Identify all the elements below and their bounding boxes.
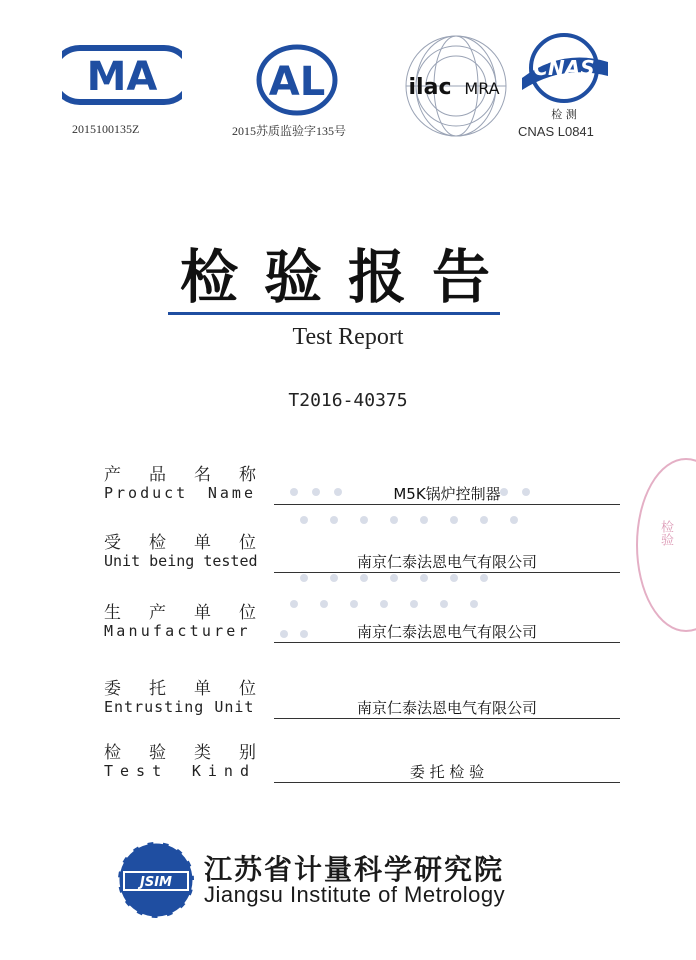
cnas-logo-subtext: 检 测 bbox=[551, 108, 577, 121]
label-en: Test Kind bbox=[104, 762, 256, 780]
field-manufacturer bbox=[104, 598, 624, 658]
org-name-cn: 江苏省计量科学研究院 bbox=[204, 853, 505, 886]
label-cn: 受 检 单 位 bbox=[104, 533, 256, 553]
underline bbox=[274, 718, 620, 719]
cma-logo bbox=[62, 40, 182, 110]
label-en: Unit being tested bbox=[104, 552, 258, 570]
field-value: 委 托 检 验 bbox=[409, 763, 485, 781]
jsim-logo-text: JSIM bbox=[140, 875, 172, 890]
jsim-logo bbox=[114, 838, 198, 922]
cal-logo bbox=[254, 42, 340, 118]
label-cn: 委 托 单 位 bbox=[104, 679, 256, 699]
cnas-logo bbox=[512, 30, 612, 122]
cma-logo-text: MA bbox=[86, 54, 158, 100]
mra-logo-text: MRA bbox=[464, 79, 500, 98]
org-name-en: Jiangsu Institute of Metrology bbox=[204, 882, 506, 907]
underline bbox=[274, 572, 620, 573]
stamp-partial bbox=[636, 458, 696, 632]
ilac-logo-text: ilac bbox=[408, 75, 452, 100]
label-en: Product Name bbox=[104, 484, 256, 502]
cal-logo-text: AL bbox=[268, 59, 326, 105]
report-title-en: Test Report bbox=[292, 324, 404, 350]
field-value: M5K锅炉控制器 bbox=[393, 485, 501, 503]
label-en: Entrusting Unit bbox=[104, 698, 255, 716]
ilac-mra-logo bbox=[400, 30, 512, 142]
cal-registration: 2015苏质监验字135号 bbox=[232, 124, 347, 138]
label-cn: 生 产 单 位 bbox=[104, 603, 256, 623]
label-en: Manufacturer bbox=[104, 622, 251, 640]
cma-registration: 2015100135Z bbox=[72, 122, 140, 136]
cnas-logo-text: CNAS bbox=[533, 56, 595, 80]
label-cn: 检 验 类 别 bbox=[104, 743, 256, 763]
cnas-registration: CNAS L0841 bbox=[518, 124, 594, 139]
title-underline bbox=[168, 312, 500, 315]
field-product-name bbox=[104, 460, 624, 520]
report-title-cn: 检验报告 bbox=[179, 243, 516, 311]
underline bbox=[274, 642, 620, 643]
field-value: 南京仁泰法恩电气有限公司 bbox=[356, 553, 537, 571]
label-cn: 产 品 名 称 bbox=[104, 465, 256, 485]
underline bbox=[274, 504, 620, 505]
stamp-text: 检验 bbox=[658, 520, 673, 546]
field-entrusting-unit bbox=[104, 674, 624, 734]
underline bbox=[274, 782, 620, 783]
field-value: 南京仁泰法恩电气有限公司 bbox=[356, 699, 537, 717]
report-number: T2016-40375 bbox=[288, 390, 408, 411]
field-test-kind bbox=[104, 738, 624, 798]
field-value: 南京仁泰法恩电气有限公司 bbox=[356, 623, 537, 641]
field-unit-tested bbox=[104, 528, 624, 588]
